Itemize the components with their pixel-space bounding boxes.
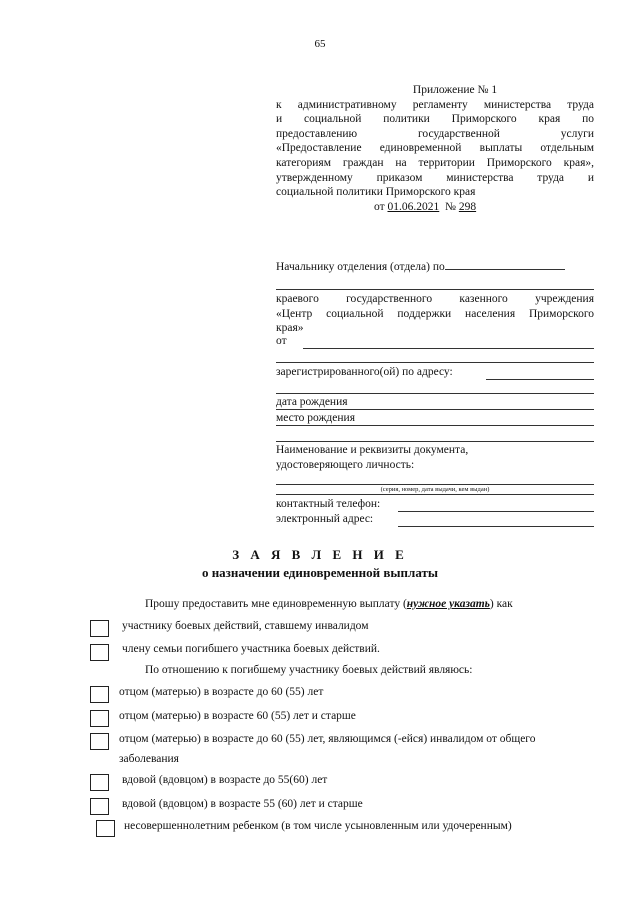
head-label: Начальнику отделения (отдела) по <box>276 261 445 273</box>
request-text-before: Прошу предоставить мне единовременную выплату ( <box>145 598 407 610</box>
appendix-block <box>276 83 594 214</box>
appendix-line: «Предоставление единовременной выплаты отдельным <box>276 142 594 155</box>
registered-line-2[interactable] <box>276 393 594 394</box>
email-field[interactable] <box>276 513 594 525</box>
head-fill-line[interactable] <box>445 269 565 270</box>
doc-label: удостоверяющего личность: <box>276 459 415 471</box>
birth-place-field[interactable] <box>276 412 594 426</box>
checkbox-parent-60-plus[interactable] <box>90 710 109 727</box>
checkbox-parent-disabled[interactable] <box>90 733 109 750</box>
option-label: вдовой (вдовцом) в возрасте до 55(60) лет <box>122 774 328 786</box>
option-label: вдовой (вдовцом) в возрасте 55 (60) лет и старше <box>122 798 363 810</box>
checkbox-widow-55-plus[interactable] <box>90 798 109 815</box>
order-reference <box>276 200 594 215</box>
document-line[interactable] <box>276 484 594 485</box>
option-label: отцом (матерью) в возрасте 60 (55) лет и старше <box>119 710 356 722</box>
checkbox-family-member[interactable] <box>90 644 109 661</box>
appendix-title: Приложение № 1 <box>412 84 498 96</box>
document-hint-line <box>276 494 594 495</box>
option-label: отцом (матерью) в возрасте до 60 (55) лет, являющимся (-ейся) инвалидом от общего <box>119 733 536 745</box>
checkbox-disabled-veteran[interactable] <box>90 620 109 637</box>
appendix-line: к административному регламенту министерства труда <box>276 98 594 111</box>
registered-field[interactable] <box>276 366 594 378</box>
appendix-line: предоставлению государственной услуги <box>276 127 594 140</box>
order-date: 01.06.2021 <box>387 200 440 213</box>
phone-field[interactable] <box>276 498 594 510</box>
option-label: отцом (матерью) в возрасте до 60 (55) лет <box>119 686 324 698</box>
birth-date-field[interactable] <box>276 396 594 410</box>
checkbox-widow-under-55[interactable] <box>90 774 109 791</box>
order-number-label: № <box>445 200 456 213</box>
email-line[interactable] <box>398 526 594 527</box>
relation-intro: По отношению к погибшему участнику боевых действий являюсь: <box>145 664 473 676</box>
option-label: члену семьи погибшего участника боевых действий. <box>122 643 380 655</box>
page-number: 65 <box>314 38 326 50</box>
institution-block <box>276 292 594 336</box>
document-field <box>276 443 594 473</box>
email-label: электронный адрес: <box>276 513 374 525</box>
institution-line: «Центр социальной поддержки населения Приморского <box>276 307 594 320</box>
birth-place-line-2[interactable] <box>276 441 594 442</box>
statement-subtitle: о назначении единовременной выплаты <box>201 565 439 580</box>
from-line[interactable] <box>303 348 594 349</box>
institution-line: края» <box>276 322 304 335</box>
registered-label: зарегистрированного(ой) по адресу: <box>276 366 453 378</box>
appendix-line: и социальной политики Приморского края по <box>276 113 594 126</box>
request-emphasis: нужное указать <box>406 598 490 610</box>
option-label: участнику боевых действий, ставшему инвалидом <box>122 620 369 632</box>
institution-line: краевого государственного казенного учреждения <box>276 293 594 305</box>
appendix-line: социальной политики Приморского края <box>276 186 476 199</box>
phone-line[interactable] <box>398 511 594 512</box>
from-label: от <box>276 335 287 347</box>
request-text <box>145 598 513 610</box>
order-number: 298 <box>458 200 477 213</box>
head-field[interactable] <box>276 261 594 273</box>
phone-label: контактный телефон: <box>276 498 381 510</box>
request-text-after: ) как <box>489 598 513 610</box>
checkbox-minor-child[interactable] <box>96 820 115 837</box>
appendix-line: утвержденному приказом министерства труда и <box>276 171 594 184</box>
birth-place-label: место рождения <box>276 412 355 424</box>
registered-line[interactable] <box>486 379 594 380</box>
appendix-line: категориям граждан на территории Приморского края», <box>276 156 594 169</box>
option-label-continued: заболевания <box>119 753 179 765</box>
document-hint: (серия, номер, дата выдачи, кем выдан) <box>380 486 490 493</box>
doc-label: Наименование и реквизиты документа, <box>276 444 469 456</box>
checkbox-parent-under-60[interactable] <box>90 686 109 703</box>
birth-date-label: дата рождения <box>276 396 348 408</box>
statement-title: З А Я В Л Е Н И Е <box>232 547 408 562</box>
head-line-2[interactable] <box>276 289 594 290</box>
from-line-2[interactable] <box>276 362 594 363</box>
from-field[interactable] <box>276 335 594 347</box>
order-prefix: от <box>374 200 385 213</box>
option-label: несовершеннолетним ребенком (в том числе усыновленным или удочеренным) <box>124 820 512 832</box>
